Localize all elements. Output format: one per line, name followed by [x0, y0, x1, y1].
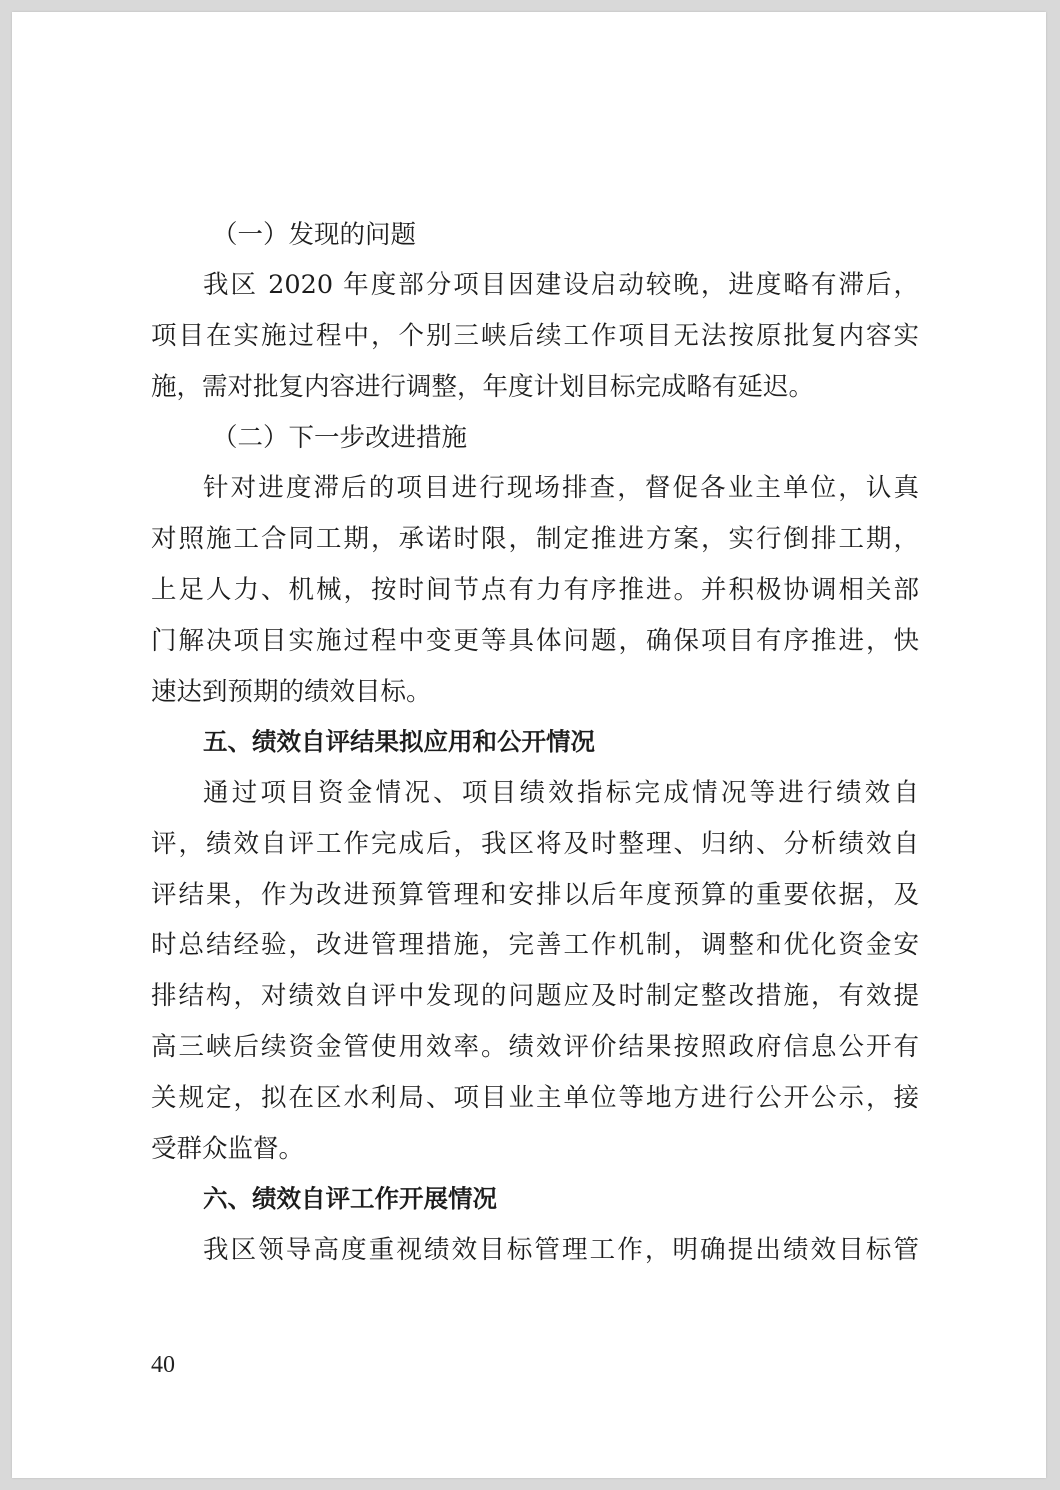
page-number: 40 — [151, 1352, 175, 1378]
paragraph-line: 针对进度滞后的项目进行现场排查，督促各业主单位，认真 — [203, 473, 919, 503]
section-heading-5: 五、绩效自评结果拟应用和公开情况 — [203, 727, 595, 756]
paragraph-line: 我区领导高度重视绩效目标管理工作，明确提出绩效目标管 — [203, 1235, 919, 1265]
paragraph-line: 我区 2020 年度部分项目因建设启动较晚，进度略有滞后， — [203, 270, 919, 300]
paragraph-line: 受群众监督。 — [151, 1134, 305, 1164]
paragraph-line: 排结构，对绩效自评中发现的问题应及时制定整改措施，有效提 — [151, 981, 919, 1011]
paragraph-line: 项目在实施过程中，个别三峡后续工作项目无法按原批复内容实 — [151, 321, 919, 351]
paragraph-line: 时总结经验，改进管理措施，完善工作机制，调整和优化资金安 — [151, 930, 919, 960]
subheading-next-steps: （二）下一步改进措施 — [212, 423, 468, 453]
document-page — [12, 12, 1046, 1478]
paragraph-line: 速达到预期的绩效目标。 — [151, 677, 432, 707]
paragraph-line: 上足人力、机械，按时间节点有力有序推进。并积极协调相关部 — [151, 575, 919, 605]
paragraph-line: 评，绩效自评工作完成后，我区将及时整理、归纳、分析绩效自 — [151, 829, 919, 859]
paragraph-line: 通过项目资金情况、项目绩效指标完成情况等进行绩效自 — [203, 778, 919, 808]
paragraph-line: 高三峡后续资金管使用效率。绩效评价结果按照政府信息公开有 — [151, 1032, 919, 1062]
section-heading-6: 六、绩效自评工作开展情况 — [203, 1184, 497, 1213]
paragraph-line: 施，需对批复内容进行调整，年度计划目标完成略有延迟。 — [151, 372, 815, 402]
paragraph-line: 关规定，拟在区水利局、项目业主单位等地方进行公开公示，接 — [151, 1083, 919, 1113]
paragraph-line: 门解决项目实施过程中变更等具体问题，确保项目有序推进，快 — [151, 626, 919, 656]
subheading-problems-found: （一）发现的问题 — [212, 220, 417, 250]
paragraph-line: 评结果，作为改进预算管理和安排以后年度预算的重要依据，及 — [151, 880, 919, 910]
paragraph-line: 对照施工合同工期，承诺时限，制定推进方案，实行倒排工期， — [151, 524, 919, 554]
